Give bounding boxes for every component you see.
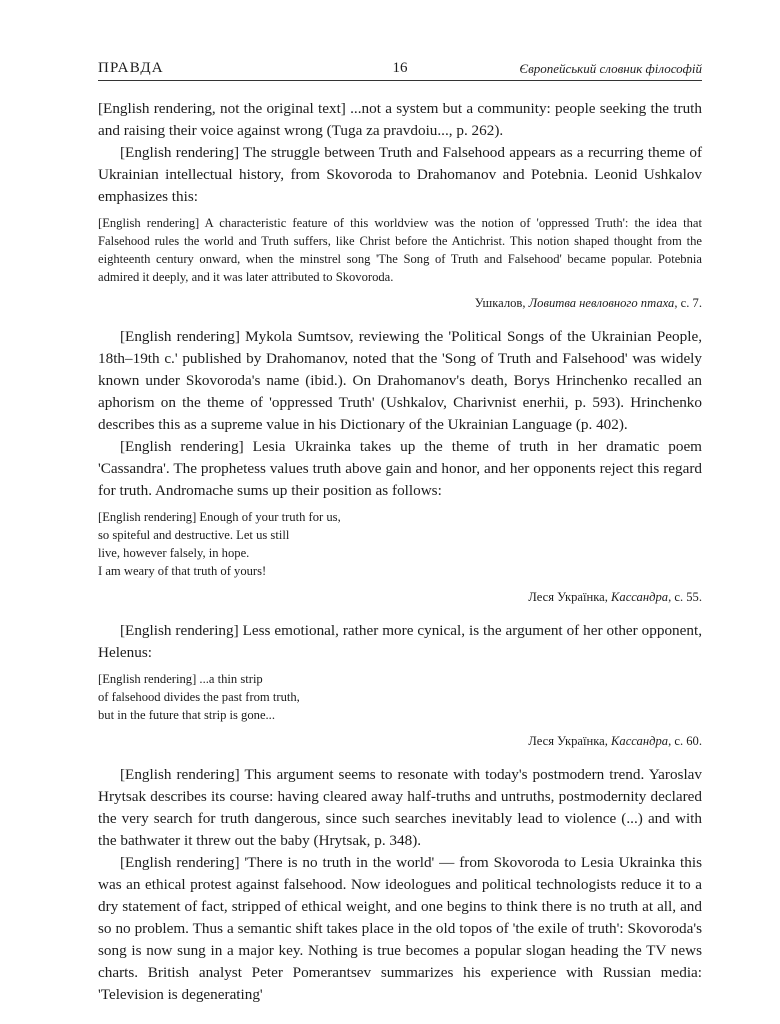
attribution-page: , с. 60. — [668, 734, 702, 748]
paragraph: [English rendering] This argument seems to resonate with today's postmodern trend. Yaroslav Hrytsak describes its course: having cleared away half-truths and untruths, postmodernity declared the very search for truth dangerous, since such searches inevitably lead to violence (...) and with the bathwater it threw out the baby (Hrytsak, p. 348). — [98, 766, 702, 849]
verse-line: [English rendering] ...a thin strip — [98, 672, 263, 686]
attribution-title: Ловитва невловного птаха — [528, 296, 675, 310]
attribution-author: Ушкалов, — [474, 296, 529, 310]
verse-line: so spiteful and destructive. Let us still — [98, 528, 290, 542]
paragraph: [English rendering] Lesia Ukrainka takes up the theme of truth in her dramatic poem 'Cassandra'. The prophetess values truth above gain and honor, and her opponents reject this regard for truth. Andromache sums up their position as follows: — [98, 438, 702, 499]
quote-attribution — [98, 588, 702, 606]
verse-line: of falsehood divides the past from truth, — [98, 690, 300, 704]
verse-line: I am weary of that truth of yours! — [98, 564, 267, 578]
page-body — [98, 98, 702, 1006]
paragraph: [English rendering] The struggle between Truth and Falsehood appears as a recurring theme of Ukrainian intellectual history, from Skovoroda to Drahomanov and Potebnia. Leonid Ushkalov emphasizes this: — [98, 144, 702, 205]
attribution-page: , с. 55. — [668, 590, 702, 604]
attribution-author: Леся Українка, — [528, 590, 612, 604]
paragraph: [English rendering, not the original text] ...not a system but a community: people seeking the truth and raising their voice against wrong (Tuga za pravdoiu..., p. 262). — [98, 100, 702, 139]
verse-line: but in the future that strip is gone... — [98, 708, 275, 722]
paragraph: [English rendering] 'There is no truth in the world' — from Skovoroda to Lesia Ukrainka this was an ethical protest against falsehood. Now ideologues and political technologists reduce it to a dry statement of fact, stripped of ethical weight, and one begins to think there is no truth at all, and so no problem. Thus a semantic shift takes place in the old topos of 'the exile of truth': Skovoroda's song is now sung in a major key. Nothing is true becomes a popular slogan heading the TV news charts. British analyst Peter Pomerantsev summarizes his experience with Russian media: 'Television is degenerating' — [98, 854, 702, 1003]
attribution-author: Леся Українка, — [528, 734, 612, 748]
header-section-title: ПРАВДА — [98, 60, 164, 76]
paragraph: [English rendering] Less emotional, rather more cynical, is the argument of her other opponent, Helenus: — [98, 622, 702, 661]
attribution-page: , с. 7. — [674, 296, 702, 310]
verse-quote — [98, 670, 702, 724]
running-header — [98, 60, 702, 81]
attribution-title: Кассандра — [611, 590, 669, 604]
verse-line: live, however falsely, in hope. — [98, 546, 250, 560]
block-quote: [English rendering] A characteristic feature of this worldview was the notion of 'oppressed Truth': the idea that Falsehood rules the world and Truth suffers, like Christ before the Antichrist. This notion shaped thought from the eighteenth century onward, when the minstrel song 'The Song of Truth and Falsehood' became popular. Potebnia admired it deeply, and it was later attributed to Skovoroda. — [98, 216, 702, 284]
page-number: 16 — [392, 60, 408, 76]
quote-attribution — [98, 294, 702, 312]
quote-attribution — [98, 732, 702, 750]
header-book-title: Європейський словник філософій — [519, 61, 702, 76]
paragraph: [English rendering] Mykola Sumtsov, reviewing the 'Political Songs of the Ukrainian People, 18th–19th c.' published by Drahomanov, noted that the 'Song of Truth and Falsehood' was widely known under Skovoroda's name (ibid.). On Drahomanov's death, Borys Hrinchenko recalled an aphorism on the theme of 'oppressed Truth' (Ushkalov, Charivnist enerhii, p. 593). Hrinchenko describes this as a supreme value in his Dictionary of the Ukrainian Language (p. 402). — [98, 328, 702, 433]
verse-quote — [98, 508, 702, 580]
attribution-title: Кассандра — [611, 734, 669, 748]
verse-line: [English rendering] Enough of your truth for us, — [98, 510, 341, 524]
